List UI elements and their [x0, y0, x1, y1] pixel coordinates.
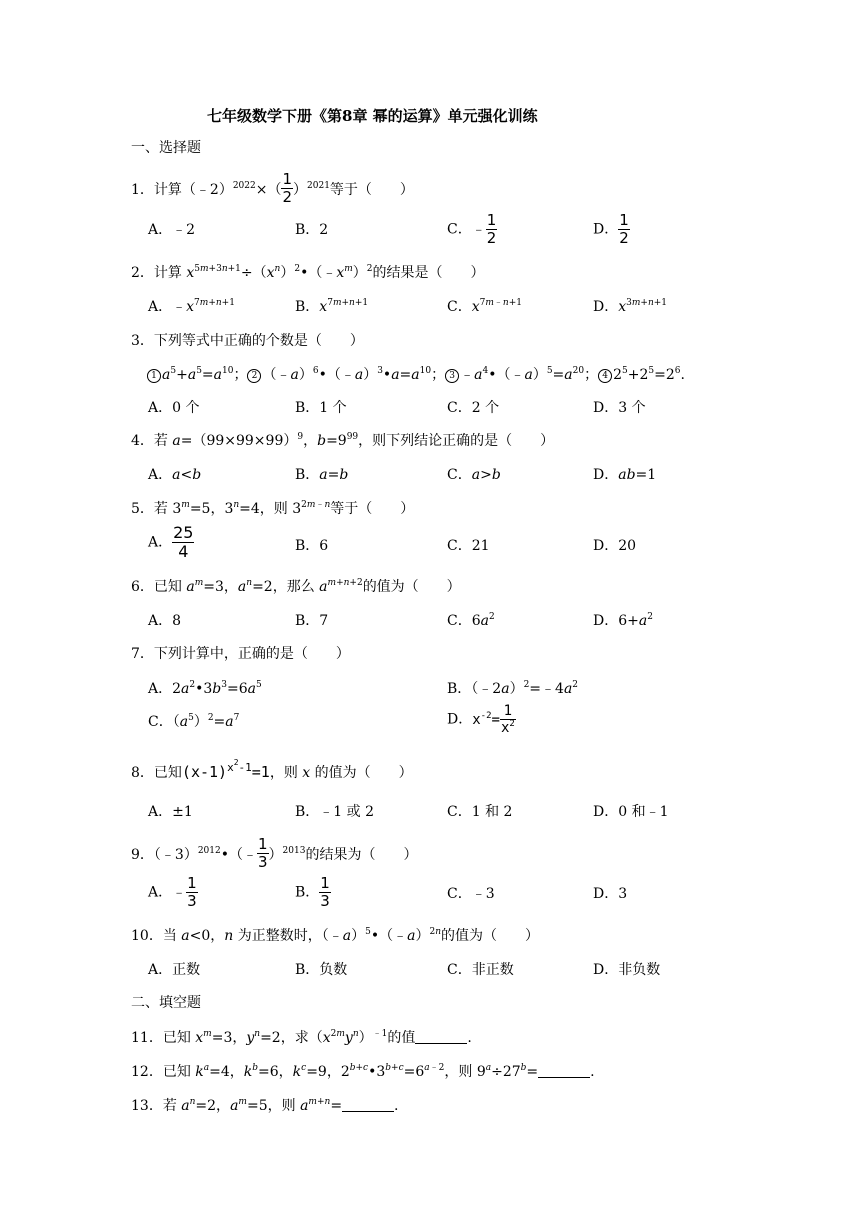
question-8: 8．已知$(x-1)^{x^2-1}=1$，则 x 的值为（ ） [131, 758, 413, 781]
q9-option-a[interactable]: A．﹣ $\frac{1}{3}$ [148, 874, 197, 910]
q10-option-a[interactable]: A．正数 [148, 962, 201, 978]
question-12: 12．已知 $k^a=4$，$k^b=6$，$k^c=9$，$2^{b+c}•3^{b+c}=6^{a﹣2}$，则 $9^a\div 27^b=$ . [131, 1063, 595, 1080]
q1-option-c[interactable]: C．﹣ $\frac{1}{2}$ [447, 211, 497, 247]
q4-option-b[interactable]: B．a=b [295, 467, 349, 483]
section-heading-fill: 二、填空题 [131, 995, 201, 1011]
question-9: 9．（﹣3）$^{2012}$•（﹣ $\frac{1}{3}$ ）$^{2013}$的结果为（ ） [131, 835, 418, 871]
question-11: 11．已知 $x^m=3$，$y^n=2$，求$(x^{2m}y^n)^{﹣1}$的值 . [131, 1029, 472, 1046]
q5-option-c[interactable]: C．21 [447, 538, 490, 554]
q5-option-d[interactable]: D．20 [593, 538, 637, 554]
question-6: 6．已知 $a^m=3$，$a^n=2$，那么 $a^{m+n+2}$的值为（ ） [131, 578, 461, 595]
question-7: 7．下列计算中，正确的是（ ） [131, 646, 350, 662]
q6-option-c[interactable]: C．$6a^2$ [447, 612, 495, 629]
q5-option-b[interactable]: B．6 [295, 538, 329, 554]
q8-option-d[interactable]: D．0 和﹣1 [593, 804, 669, 820]
q3-option-d[interactable]: D．3 个 [593, 400, 646, 416]
q7-option-c[interactable]: C．$(a^5)^2=a^7$ [148, 713, 240, 730]
q4-option-a[interactable]: A．a<b [148, 467, 202, 483]
q6-option-a[interactable]: A．8 [148, 613, 182, 629]
q3-option-b[interactable]: B．1 个 [295, 400, 347, 416]
q3-statements: 1 $a^5+a^5=a^{10}$； 2 $(﹣a)^6•(﹣a)^3•a=a^{10}$； 3 $﹣a^4•(﹣a)^5=a^{20}$； 4 $2^5+2^5=2^6$. [147, 364, 685, 384]
q3-option-a[interactable]: A．0 个 [148, 400, 200, 416]
q4-option-c[interactable]: C．a>b [447, 467, 501, 483]
q6-option-d[interactable]: D．$6+a^2$ [593, 612, 653, 629]
q1-option-a[interactable]: A．﹣2 [148, 222, 196, 238]
q10-option-d[interactable]: D．非负数 [593, 962, 661, 978]
question-2: 2．计算 $x^{5m+3n+1}\div(x^n)^2•(﹣x^m)^2$的结果是（ ） [131, 264, 485, 281]
q13-answer-blank[interactable] [342, 1111, 394, 1112]
q12-answer-blank[interactable] [538, 1077, 590, 1078]
q9-option-d[interactable]: D．3 [593, 886, 628, 902]
q5-option-a[interactable]: A． $\frac{25}{4}$ [148, 523, 194, 561]
q9-option-c[interactable]: C．﹣3 [447, 886, 495, 902]
q2-option-c[interactable]: C．$x^{7m﹣n+1}$ [447, 298, 522, 315]
question-3: 3．下列等式中正确的个数是（ ） [131, 333, 364, 349]
question-4: 4．若 $a=(99\times 99\times 99)^9$，$b=9^{99}$，则下列结论正确的是（ ） [131, 432, 555, 449]
q4-option-d[interactable]: D．ab=1 [593, 467, 657, 483]
q7-option-a[interactable]: A．$2a^2•3b^3=6a^5$ [148, 680, 262, 697]
q10-option-c[interactable]: C．非正数 [447, 962, 514, 978]
q2-option-b[interactable]: B．$x^{7m+n+1}$ [295, 298, 369, 315]
q8-option-b[interactable]: B．﹣1 或 2 [295, 804, 375, 820]
q9-option-b[interactable]: B． $\frac{1}{3}$ [295, 874, 330, 910]
question-10: 10．当 a<0，n 为正整数时，（﹣a）$^5$•（﹣a）$^{2n}$的值为（ ） [131, 927, 539, 944]
q2-option-a[interactable]: A．$﹣x^{7m+n+1}$ [148, 298, 235, 315]
q3-option-c[interactable]: C．2 个 [447, 400, 500, 416]
q7-option-b[interactable]: B．$(﹣2a)^2=﹣4a^2$ [447, 680, 579, 697]
q7-option-d[interactable]: D．$x^{-2}=$ $\frac{1}{x^2}$ [447, 703, 515, 736]
q2-option-d[interactable]: D．$x^{3m+n+1}$ [593, 298, 668, 315]
q8-option-a[interactable]: A．±1 [148, 804, 193, 820]
question-5: 5．若 $3^m=5$，$3^n=4$，则 $3^{2m﹣n}$等于（ ） [131, 500, 415, 517]
question-13: 13．若 $a^n=2$，$a^m=5$，则 $a^{m+n}=$ . [131, 1097, 399, 1114]
q1-option-b[interactable]: B．2 [295, 222, 329, 238]
q10-option-b[interactable]: B．负数 [295, 962, 348, 978]
q1-option-d[interactable]: D． $\frac{1}{2}$ [593, 211, 629, 247]
q11-answer-blank[interactable] [415, 1043, 467, 1044]
q6-option-b[interactable]: B．7 [295, 613, 329, 629]
section-heading-choice: 一、选择题 [131, 140, 201, 156]
q8-option-c[interactable]: C．1 和 2 [447, 804, 513, 820]
page-title: 七年级数学下册《第8章 幂的运算》单元强化训练 [207, 107, 538, 125]
question-1: 1．计算（﹣2）$^{2022}$×（ $\frac{1}{2}$ ）$^{2021}$等于（ ） [131, 170, 414, 206]
